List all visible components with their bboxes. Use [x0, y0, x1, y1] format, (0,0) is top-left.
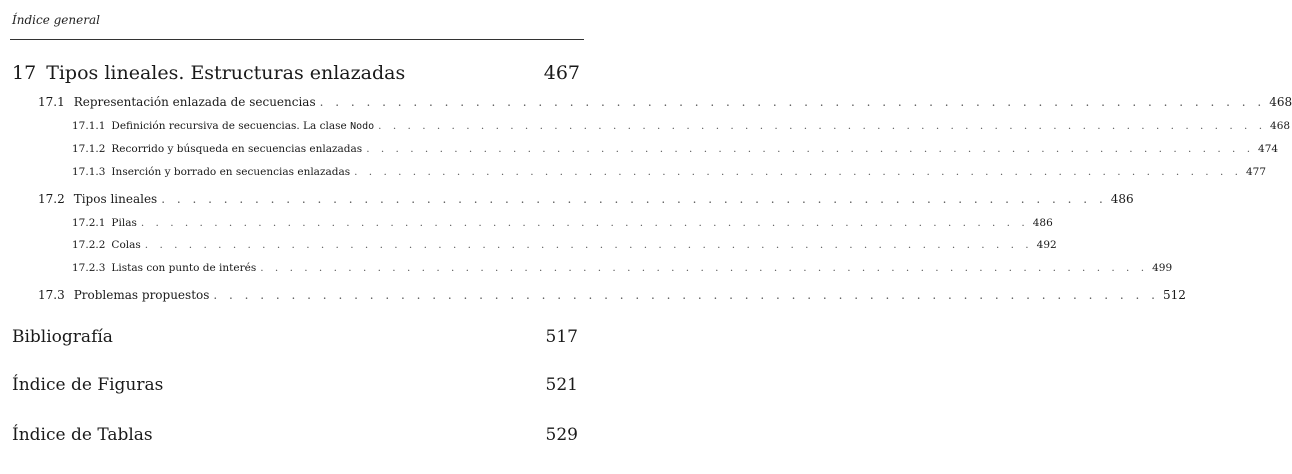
toc-subsection-17-2-2[interactable] — [72, 239, 1057, 251]
section-title: Representación enlazada de secuencias — [73, 95, 316, 109]
toc-section-17-2[interactable] — [38, 192, 1134, 206]
subsection-page: 492 — [1036, 239, 1057, 251]
chapter-number: 17 — [12, 62, 37, 84]
subsection-page: 486 — [1032, 217, 1053, 229]
dot-leader: . . . . . . . . . . . . . . . . . . . . . . . . . . . . . . . . . . . . . . . . . . . . . . . . . . . . . . . . . . . . . — [354, 166, 1242, 178]
subsection-title: Inserción y borrado en secuencias enlazadas — [111, 166, 351, 178]
section-page: 512 — [1162, 288, 1186, 302]
section-page: 486 — [1110, 192, 1134, 206]
dot-leader: . . . . . . . . . . . . . . . . . . . . . . . . . . . . . . . . . . . . . . . . . . . . . . . . . . . . . . . . . . . . . — [144, 239, 1033, 251]
backmatter-title: Bibliografía — [12, 327, 113, 347]
toc-subsection-17-1-2[interactable] — [72, 143, 1279, 155]
section-number: 17.2 — [38, 192, 65, 206]
subsection-title: Pilas — [111, 217, 137, 229]
backmatter-page: 517 — [545, 327, 578, 347]
subsection-number: 17.2.2 — [72, 239, 106, 251]
toc-section-17-1[interactable] — [38, 95, 1292, 109]
chapter-page: 467 — [543, 62, 580, 84]
subsection-title — [111, 120, 374, 132]
header-rule — [10, 39, 584, 40]
subsection-title: Recorrido y búsqueda en secuencias enlazadas — [111, 143, 363, 155]
dot-leader: . . . . . . . . . . . . . . . . . . . . . . . . . . . . . . . . . . . . . . . . . . . . . . . . . . . . . . . . . . . . . — [366, 143, 1255, 155]
section-page: 468 — [1269, 95, 1292, 109]
backmatter-title: Índice de Figuras — [12, 375, 164, 395]
subsection-page: 468 — [1270, 120, 1291, 132]
toc-indice-figuras[interactable] — [12, 375, 578, 395]
dot-leader: . . . . . . . . . . . . . . . . . . . . . . . . . . . . . . . . . . . . . . . . . . . . . . . . . . . . . . . . . . . . . — [260, 262, 1149, 274]
chapter-title: Tipos lineales. Estructuras enlazadas — [46, 62, 406, 84]
dot-leader: . . . . . . . . . . . . . . . . . . . . . . . . . . . . . . . . . . . . . . . . . . . . . . . . . . . . . . . . . . . . . — [140, 217, 1029, 229]
dot-leader: . . . . . . . . . . . . . . . . . . . . . . . . . . . . . . . . . . . . . . . . . . . . . . . . . . . . . . . . . . . . . — [319, 95, 1266, 109]
toc-indice-tablas[interactable] — [12, 425, 578, 445]
section-number: 17.3 — [38, 288, 65, 302]
backmatter-page: 529 — [545, 425, 578, 445]
toc-subsection-17-1-1[interactable] — [72, 120, 1291, 132]
subsection-title-text: Definición recursiva de secuencias. La clase — [111, 120, 347, 132]
toc-subsection-17-2-3[interactable] — [72, 262, 1173, 274]
toc-subsection-17-1-3[interactable] — [72, 166, 1267, 178]
subsection-number: 17.1.2 — [72, 143, 106, 155]
subsection-title: Listas con punto de interés — [111, 262, 257, 274]
toc-subsection-17-2-1[interactable] — [72, 217, 1053, 229]
subsection-number: 17.1.3 — [72, 166, 106, 178]
section-number: 17.1 — [38, 95, 65, 109]
backmatter-title: Índice de Tablas — [12, 425, 153, 445]
dot-leader: . . . . . . . . . . . . . . . . . . . . . . . . . . . . . . . . . . . . . . . . . . . . . . . . . . . . . . . . . . . . . — [213, 288, 1159, 302]
section-title: Tipos lineales — [73, 192, 158, 206]
backmatter-page: 521 — [545, 375, 578, 395]
subsection-title-code: Nodo — [350, 121, 375, 132]
subsection-page: 499 — [1152, 262, 1173, 274]
dot-leader: . . . . . . . . . . . . . . . . . . . . . . . . . . . . . . . . . . . . . . . . . . . . . . . . . . . . . . . . . . . . . — [378, 120, 1267, 132]
toc-section-17-3[interactable] — [38, 288, 1186, 302]
subsection-page: 474 — [1258, 143, 1279, 155]
subsection-number: 17.1.1 — [72, 120, 106, 132]
toc-chapter-17[interactable] — [12, 62, 580, 84]
subsection-title: Colas — [111, 239, 141, 251]
dot-leader: . . . . . . . . . . . . . . . . . . . . . . . . . . . . . . . . . . . . . . . . . . . . . . . . . . . . . . . . . . . . . — [161, 192, 1107, 206]
section-title: Problemas propuestos — [73, 288, 210, 302]
toc-bibliografia[interactable] — [12, 327, 578, 347]
subsection-number: 17.2.3 — [72, 262, 106, 274]
subsection-number: 17.2.1 — [72, 217, 106, 229]
running-header: Índice general — [12, 13, 100, 27]
subsection-page: 477 — [1245, 166, 1267, 178]
